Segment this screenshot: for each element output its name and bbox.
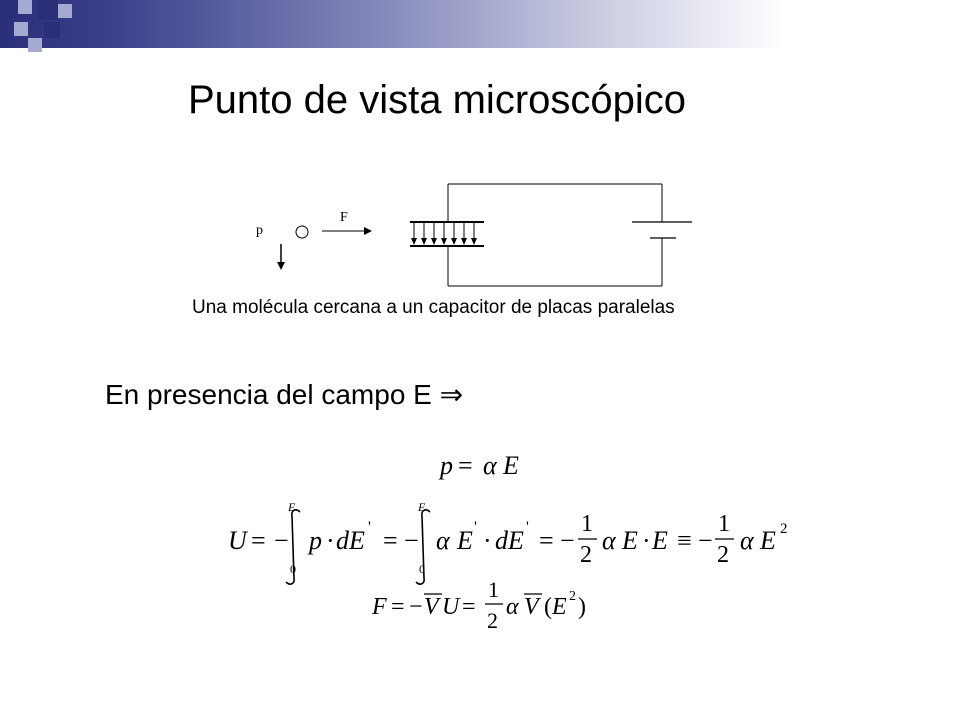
field-arrowhead	[461, 238, 467, 245]
eq3-E: E	[552, 594, 567, 620]
eq2-minus-4: −	[698, 526, 713, 555]
eq3-F: F	[372, 594, 387, 620]
eq1-p: p	[440, 451, 453, 480]
eq2-equiv: ≡	[677, 526, 692, 555]
p-label: p	[256, 223, 263, 238]
eq2-lower-2: 0	[419, 562, 425, 576]
eq3-open-paren: (	[544, 594, 552, 620]
eq2-E-1: E	[457, 526, 473, 555]
eq3-alpha: α	[506, 594, 519, 620]
eq3-frac-num: 1	[488, 577, 499, 602]
eq2-frac2-num: 1	[718, 511, 730, 537]
field-arrowhead	[421, 238, 427, 245]
eq3-frac-den: 2	[487, 608, 498, 633]
eq3-minus: −	[409, 594, 423, 620]
eq2-frac1-den: 2	[580, 542, 592, 568]
eq2-square: 2	[780, 521, 788, 537]
eq2-alpha-3: α	[740, 526, 754, 555]
field-lines	[411, 222, 477, 245]
eq2-equals-3: =	[539, 526, 554, 555]
molecule-diagram	[256, 210, 372, 270]
eq2-E-4: E	[760, 526, 776, 555]
eq2-minus-2: −	[404, 526, 419, 555]
eq2-alpha-2: α	[602, 526, 616, 555]
diagram-caption: Una molécula cercana a un capacitor de placas paralelas	[192, 297, 675, 318]
equation-polarization	[438, 451, 519, 480]
eq2-dE-2: dE	[495, 526, 524, 555]
eq3-equals: =	[391, 594, 405, 620]
eq2-dot-1: ·	[326, 526, 335, 555]
eq2-upper-1: E	[288, 500, 296, 514]
force-arrowhead	[364, 227, 372, 235]
eq2-prime-3: '	[526, 519, 529, 536]
eq2-lower-1: 0	[290, 562, 296, 576]
eq1-alpha: α	[483, 451, 497, 480]
eq2-alpha-1: α	[436, 526, 450, 555]
eq2-dot-2: ·	[483, 526, 492, 555]
eq2-frac2-den: 2	[717, 542, 729, 568]
eq2-minus-3: −	[560, 526, 575, 555]
field-arrowhead	[451, 238, 457, 245]
presence-heading: En presencia del campo E ⇒	[105, 379, 464, 410]
eq2-p: p	[309, 526, 322, 555]
f-label: F	[340, 210, 348, 225]
eq2-E-2: E	[622, 526, 638, 555]
eq2-prime-1: '	[368, 519, 371, 536]
equation-energy	[228, 500, 788, 584]
eq1-E: E	[503, 451, 519, 480]
eq3-close-paren: )	[578, 594, 586, 620]
eq2-prime-2: '	[474, 519, 477, 536]
eq3-equals-2: =	[462, 594, 476, 620]
eq3-U: U	[442, 594, 460, 620]
eq2-dot-3: ·	[642, 526, 651, 555]
molecule-circle	[296, 226, 308, 238]
eq3-square: 2	[569, 589, 576, 604]
eq2-minus: −	[274, 526, 289, 555]
eq2-equals: =	[251, 526, 266, 555]
dipole-arrowhead	[277, 262, 285, 270]
eq2-frac1-num: 1	[581, 511, 593, 537]
equation-force	[371, 577, 586, 633]
eq3-V-1: V	[424, 594, 439, 620]
field-arrowhead	[431, 238, 437, 245]
page-title: Punto de vista microscópico	[188, 78, 687, 122]
eq2-upper-2: E	[418, 500, 426, 514]
eq2-U: U	[228, 526, 247, 555]
eq1-equals: =	[458, 451, 473, 480]
field-arrowhead	[471, 238, 477, 245]
field-arrowhead	[411, 238, 417, 245]
field-arrowhead	[441, 238, 447, 245]
eq2-equals-2: =	[383, 526, 398, 555]
eq2-E-3: E	[652, 526, 668, 555]
capacitor-circuit	[410, 184, 692, 286]
eq3-V-2: V	[524, 594, 539, 620]
eq2-dE-1: dE	[336, 526, 365, 555]
